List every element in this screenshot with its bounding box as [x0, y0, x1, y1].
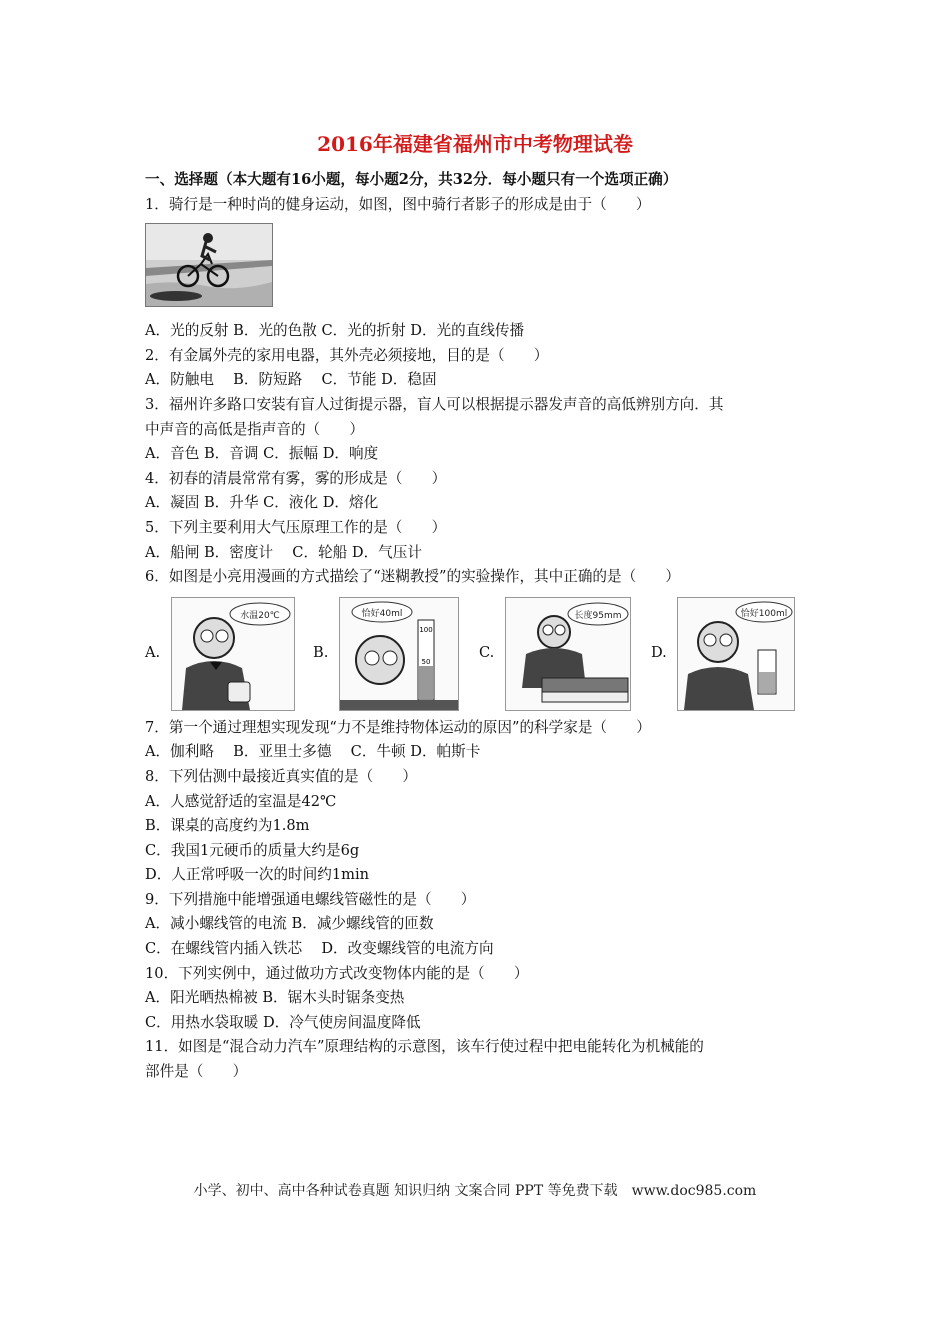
- question-4-options: A．凝固 B．升华 C．液化 D．熔化: [145, 494, 379, 512]
- question-1-options: A．光的反射 B．光的色散 C．光的折射 D．光的直线传播: [145, 322, 525, 340]
- exam-title: 2016年福建省福州市中考物理试卷: [317, 132, 633, 156]
- bubble-text: 水温20℃: [240, 610, 280, 621]
- scale-label: 100: [419, 625, 433, 634]
- question-6: 6．如图是小亮用漫画的方式描绘了“迷糊教授”的实验操作，其中正确的是（ ）: [145, 568, 680, 586]
- question-2-options: A．防触电 B．防短路 C．节能 D．稳固: [145, 371, 437, 389]
- question-9: 9．下列措施中能增强通电螺线管磁性的是（ ）: [145, 890, 476, 908]
- question-8-option-a: A．人感觉舒适的室温是42℃: [145, 792, 337, 810]
- question-7-options: A．伽利略 B．亚里士多德 C．牛顿 D．帕斯卡: [145, 743, 481, 761]
- question-6-option-c: [479, 597, 631, 711]
- question-7: 7．第一个通过理想实现发现“力不是维持物体运动的原因”的科学家是（ ）: [145, 718, 651, 736]
- professor-cylinder-icon: [339, 597, 459, 711]
- bubble-text: 恰好40ml: [361, 608, 403, 619]
- question-11-line-2: 部件是（ ）: [145, 1063, 248, 1081]
- option-label: D.: [651, 644, 667, 662]
- bubble-text: 恰好100ml: [740, 608, 788, 619]
- option-label: A.: [145, 644, 161, 662]
- question-6-option-b: [313, 597, 459, 711]
- question-10-options-row-1: A．阳光晒热棉被 B．锯木头时锯条变热: [145, 989, 405, 1007]
- option-label: B.: [313, 644, 329, 662]
- cyclist-shadow-figure: [145, 223, 273, 307]
- bubble-text: 长度95mm: [574, 610, 622, 621]
- question-3-line-2: 中声音的高低是指声音的（ ）: [145, 420, 364, 438]
- question-8-option-b: B．课桌的高度约为1.8m: [145, 817, 310, 835]
- professor-ruler-icon: [505, 597, 631, 711]
- question-3-options: A．音色 B．音调 C．振幅 D．响度: [145, 445, 379, 463]
- option-label: C.: [479, 644, 495, 662]
- scale-label: 50: [421, 657, 431, 666]
- question-5: 5．下列主要利用大气压原理工作的是（ ）: [145, 518, 447, 536]
- question-10: 10．下列实例中，通过做功方式改变物体内能的是（ ）: [145, 964, 529, 982]
- question-8-option-c: C．我国1元硬币的质量大约是6g: [145, 841, 360, 859]
- question-1: 1．骑行是一种时尚的健身运动，如图，图中骑行者影子的形成是由于（ ）: [145, 195, 651, 213]
- professor-beaker-icon: [677, 597, 795, 711]
- question-9-options-row-2: C．在螺线管内插入铁芯 D．改变螺线管的电流方向: [145, 940, 494, 958]
- question-10-options-row-2: C．用热水袋取暖 D．冷气使房间温度降低: [145, 1013, 421, 1031]
- question-4: 4．初春的清晨常常有雾，雾的形成是（ ）: [145, 469, 447, 487]
- question-8-option-d: D．人正常呼吸一次的时间约1min: [145, 866, 370, 884]
- question-list: [145, 168, 815, 1085]
- question-8: 8．下列估测中最接近真实值的是（ ）: [145, 767, 417, 785]
- question-6-option-d: [651, 597, 795, 711]
- question-6-figures: [145, 594, 815, 714]
- question-2: 2．有金属外壳的家用电器，其外壳必须接地，目的是（ ）: [145, 346, 549, 364]
- question-11-line-1: 11．如图是“混合动力汽车”原理结构的示意图，该车行使过程中把电能转化为机械能的: [145, 1038, 704, 1056]
- page-footer: 小学、初中、高中各种试卷真题 知识归纳 文案合同 PPT 等免费下载 www.doc985.com: [193, 1183, 757, 1199]
- question-6-option-a: [145, 597, 295, 711]
- cyclist-icon: [146, 224, 272, 306]
- professor-thermometer-icon: [171, 597, 295, 711]
- section-heading: 一、选择题（本大题有16小题，每小题2分，共32分．每小题只有一个选项正确）: [145, 171, 678, 188]
- question-9-options-row-1: A．减小螺线管的电流 B．减少螺线管的匝数: [145, 915, 434, 933]
- question-3-line-1: 3．福州许多路口安装有盲人过街提示器，盲人可以根据提示器发声音的高低辨别方向．其: [145, 395, 724, 413]
- question-5-options: A．船闸 B．密度计 C．轮船 D．气压计: [145, 543, 422, 561]
